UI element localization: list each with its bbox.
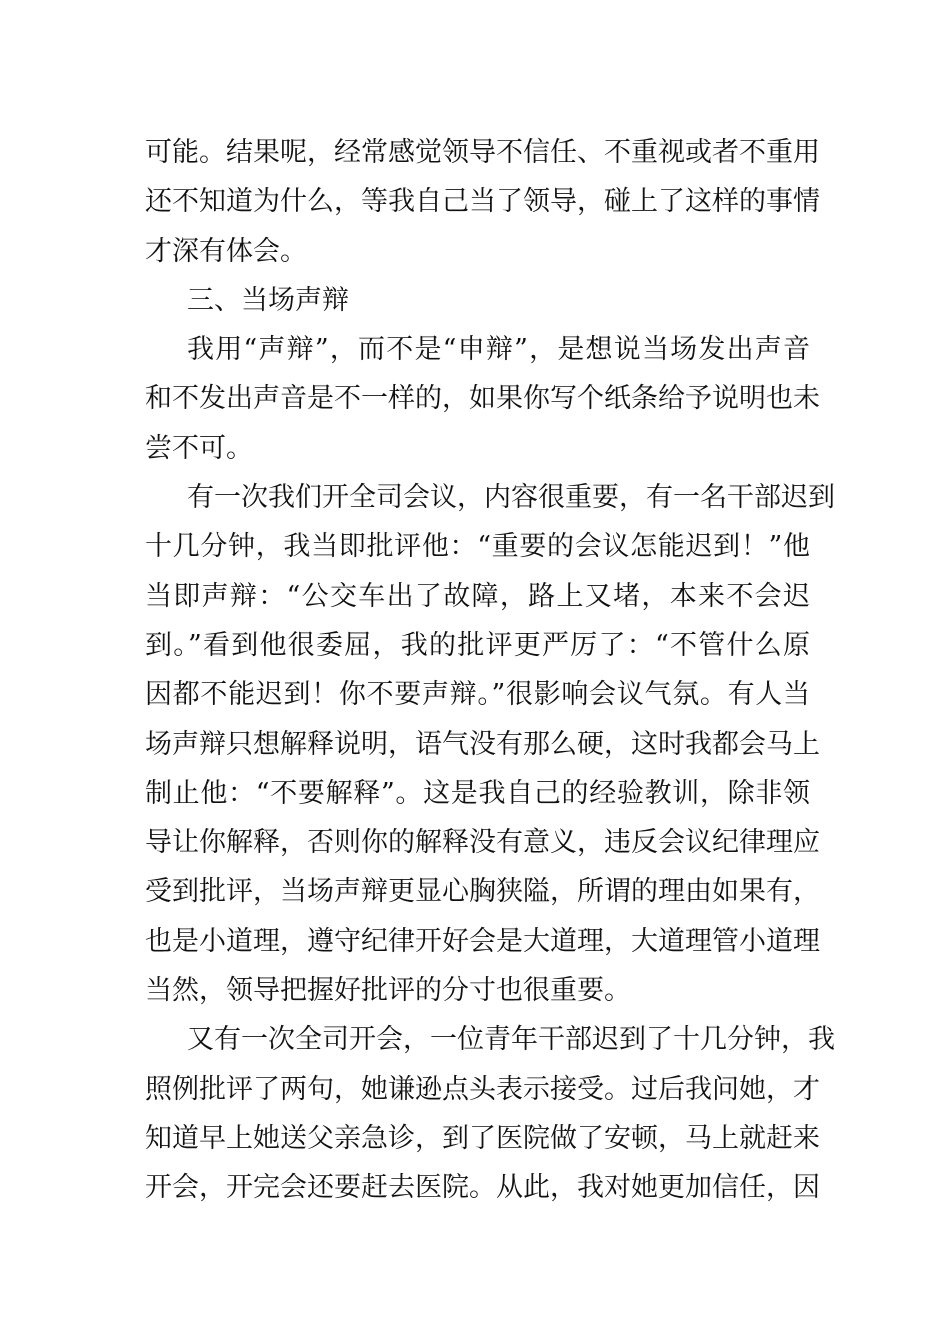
text-line: 和不发出声音是不一样的，如果你写个纸条给予说明也未	[145, 383, 820, 415]
paragraph	[145, 128, 820, 276]
text-line: 当即声辩：“公交车出了故障，路上又堵，本来不会迟	[145, 580, 810, 612]
text-line: 尝不可。	[145, 432, 253, 464]
text-line: 我用“声辩”，而不是“申辩”，是想说当场发出声音	[187, 334, 810, 366]
section-heading-text: 三、当场声辩	[187, 284, 349, 316]
text-line: 制止他：“不要解释”。这是我自己的经验教训，除非领	[145, 777, 810, 809]
text-line: 当然，领导把握好批评的分寸也很重要。	[145, 975, 631, 1007]
text-line: 场声辩只想解释说明，语气没有那么硬，这时我都会马上	[145, 728, 820, 760]
text-line: 也是小道理，遵守纪律开好会是大道理，大道理管小道理	[145, 925, 820, 957]
text-line: 开会，开完会还要赶去医院。从此，我对她更加信任，因	[145, 1172, 820, 1204]
text-line: 又有一次全司开会，一位青年干部迟到了十几分钟，我	[187, 1024, 835, 1056]
text-line: 因都不能迟到！你不要声辩。”很影响会议气氛。有人当	[145, 679, 810, 711]
text-line: 十几分钟，我当即批评他：“重要的会议怎能迟到！”他	[145, 531, 810, 563]
text-line: 导让你解释，否则你的解释没有意义，违反会议纪律理应	[145, 827, 820, 859]
paragraph	[145, 473, 835, 1015]
paragraph	[145, 325, 820, 473]
section-heading	[145, 276, 810, 325]
paragraph	[145, 1015, 835, 1212]
text-line: 到。”看到他很委屈，我的批评更严厉了：“不管什么原	[145, 629, 810, 661]
document-body	[145, 128, 835, 1213]
text-line: 知道早上她送父亲急诊，到了医院做了安顿，马上就赶来	[145, 1122, 820, 1154]
text-line: 可能。结果呢，经常感觉领导不信任、不重视或者不重用	[145, 137, 820, 168]
text-line: 还不知道为什么，等我自己当了领导，碰上了这样的事情	[145, 186, 820, 218]
text-line: 有一次我们开全司会议，内容很重要，有一名干部迟到	[187, 482, 835, 514]
text-line: 才深有体会。	[145, 235, 307, 267]
text-line: 照例批评了两句，她谦逊点头表示接受。过后我问她，才	[145, 1073, 820, 1105]
text-line: 受到批评，当场声辩更显心胸狭隘，所谓的理由如果有，	[145, 876, 820, 908]
